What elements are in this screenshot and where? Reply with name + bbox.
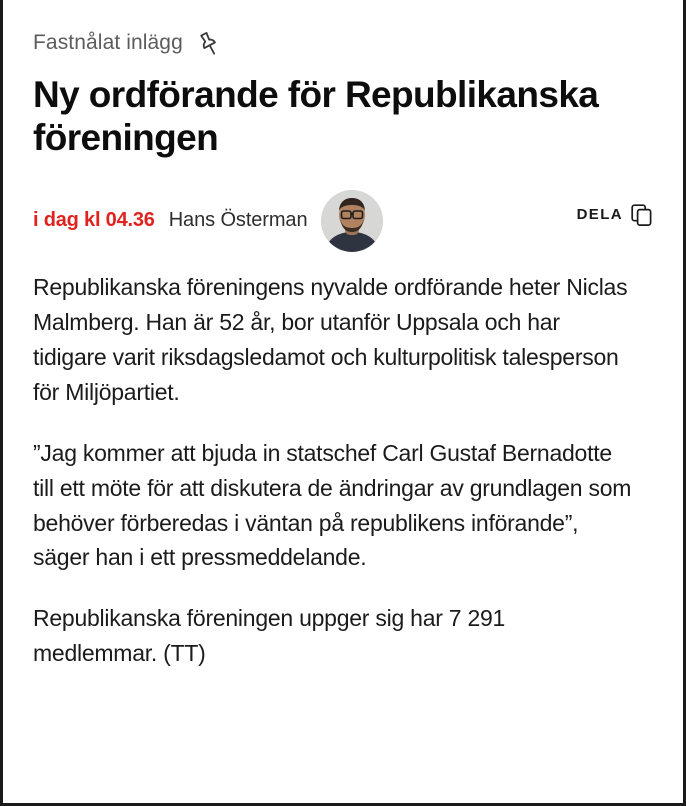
share-button[interactable] (577, 204, 653, 226)
copy-icon[interactable] (631, 204, 653, 226)
avatar (321, 190, 383, 252)
author-name: Hans Österman (168, 209, 308, 232)
timestamp: i dag kl 04.36 (33, 209, 155, 232)
article-meta (33, 190, 653, 252)
pinned-post-row (33, 26, 653, 60)
article-paragraph: Republikanska föreningens nyvalde ordförande heter Niclas Malmberg. Han är 52 år, bor utanför Uppsala och har tidigare varit riksdagsledamot och kulturpolitisk talesperson för Miljöpartiet. (33, 273, 628, 405)
article-body (33, 270, 653, 672)
page-title: Ny ordförande för Republikanska föreningen (33, 74, 599, 158)
pinned-post-label: Fastnålat inlägg (33, 31, 183, 54)
share-label: DELA (576, 206, 623, 224)
article-paragraph: ”Jag kommer att bjuda in statschef Carl Gustaf Bernadotte till ett möte för att diskutera de ändringar av grundlagen som behöver förberedas i väntan på republikens införande”, säger han i ett pressmeddelande. (33, 439, 632, 571)
pin-icon (197, 31, 221, 57)
article-paragraph: Republikanska föreningen uppger sig har 7 291 medlemmar. (TT) (33, 605, 506, 667)
